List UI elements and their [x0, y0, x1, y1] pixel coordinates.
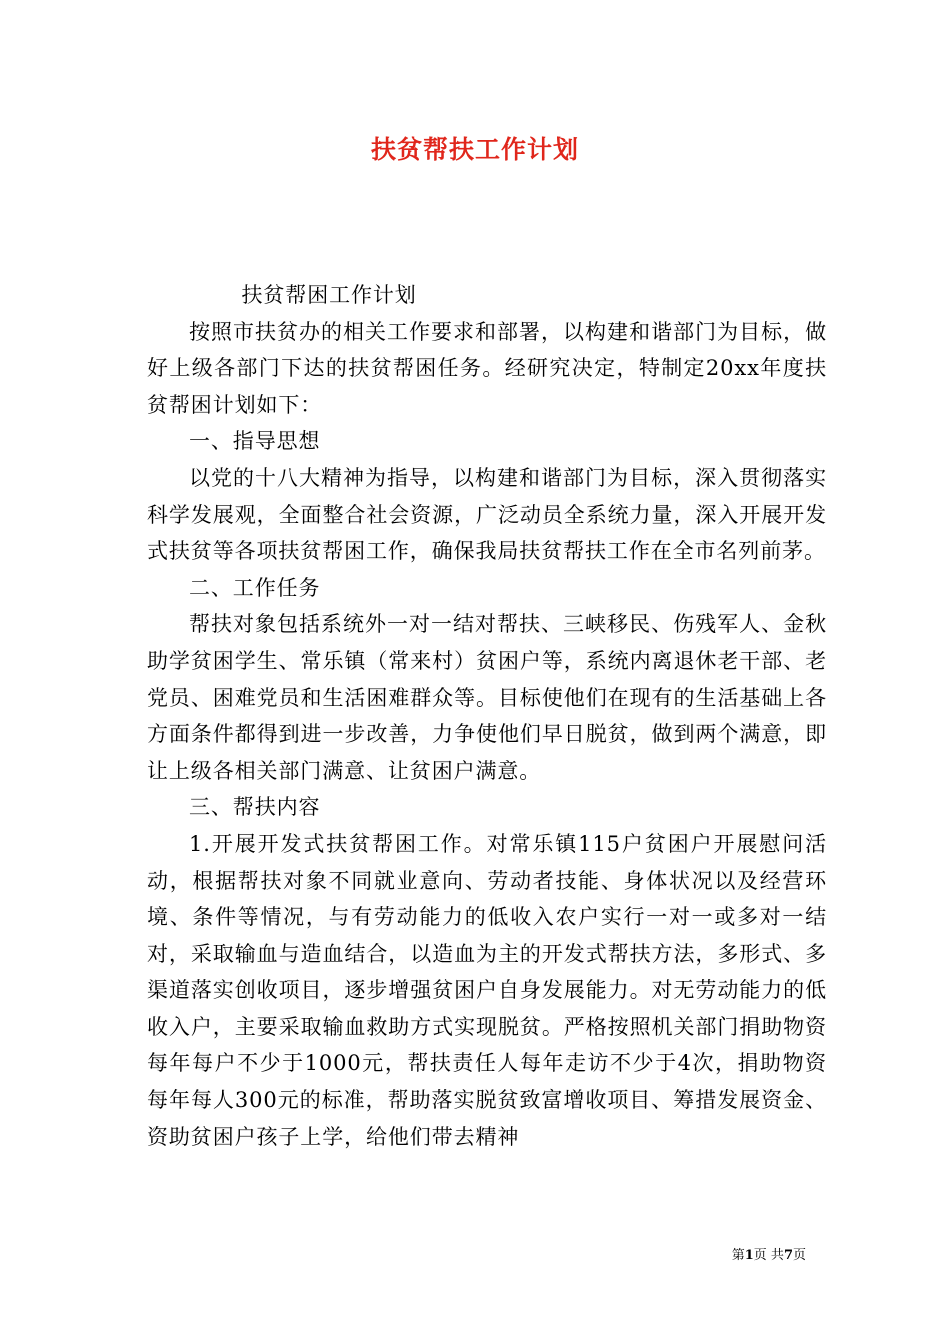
footer-middle: 页 共 [753, 1248, 784, 1263]
work-tasks-paragraph: 帮扶对象包括系统外一对一结对帮扶、三峡移民、伤残军人、金秋助学贫困学生、常乐镇（常来村）贫困户等，系统内离退休老干部、老党员、困难党员和生活困难群众等。目标使他们在现有的生活基础上各方面条件都得到进一步改善，力争使他们早日脱贫，做到两个满意，即让上级各相关部门满意、让贫困户满意。 [147, 612, 827, 783]
page-footer [0, 1247, 806, 1265]
intro-paragraph: 按照市扶贫办的相关工作要求和部署，以构建和谐部门为目标，做好上级各部门下达的扶贫帮困任务。经研究决定，特制定20xx年度扶贫帮困计划如下： [147, 319, 827, 417]
section-heading-work-tasks: 二、工作任务 [189, 575, 321, 600]
current-page-number: 1 [744, 1248, 754, 1263]
document-subtitle: 扶贫帮困工作计划 [241, 283, 417, 307]
assistance-content-paragraph: 1.开展开发式扶贫帮困工作。对常乐镇115户贫困户开展慰问活动，根据帮扶对象不同就业意向、劳动者技能、身体状况以及经营环境、条件等情况，与有劳动能力的低收入农户实行一对一或多对一结对，采取输血与造血结合，以造血为主的开发式帮扶方法，多形式、多渠道落实创收项目，逐步增强贫困户自身发展能力。对无劳动能力的低收入户，主要采取输血救助方式实现脱贫。严格按照机关部门捐助物资每年每户不少于1000元，帮扶责任人每年走访不少于4次，捐助物资每年每人300元的标准，帮助落实脱贫致富增收项目、筹措发展资金、资助贫困户孩子上学，给他们带去精神 [147, 831, 827, 1149]
guiding-ideology-paragraph: 以党的十八大精神为指导，以构建和谐部门为目标，深入贯彻落实科学发展观，全面整合社会资源，广泛动员全系统力量，深入开展开发式扶贫等各项扶贫帮困工作，确保我局扶贫帮扶工作在全市名列前茅。 [147, 465, 827, 564]
section-heading-guiding-ideology: 一、指导思想 [189, 429, 321, 454]
section-heading-assistance-content: 三、帮扶内容 [189, 795, 321, 820]
footer-prefix: 第 [731, 1248, 745, 1263]
document-title: 扶贫帮扶工作计划 [370, 135, 579, 164]
footer-suffix: 页 [792, 1248, 806, 1263]
document-body [147, 277, 827, 1155]
total-pages-number: 7 [783, 1248, 793, 1263]
